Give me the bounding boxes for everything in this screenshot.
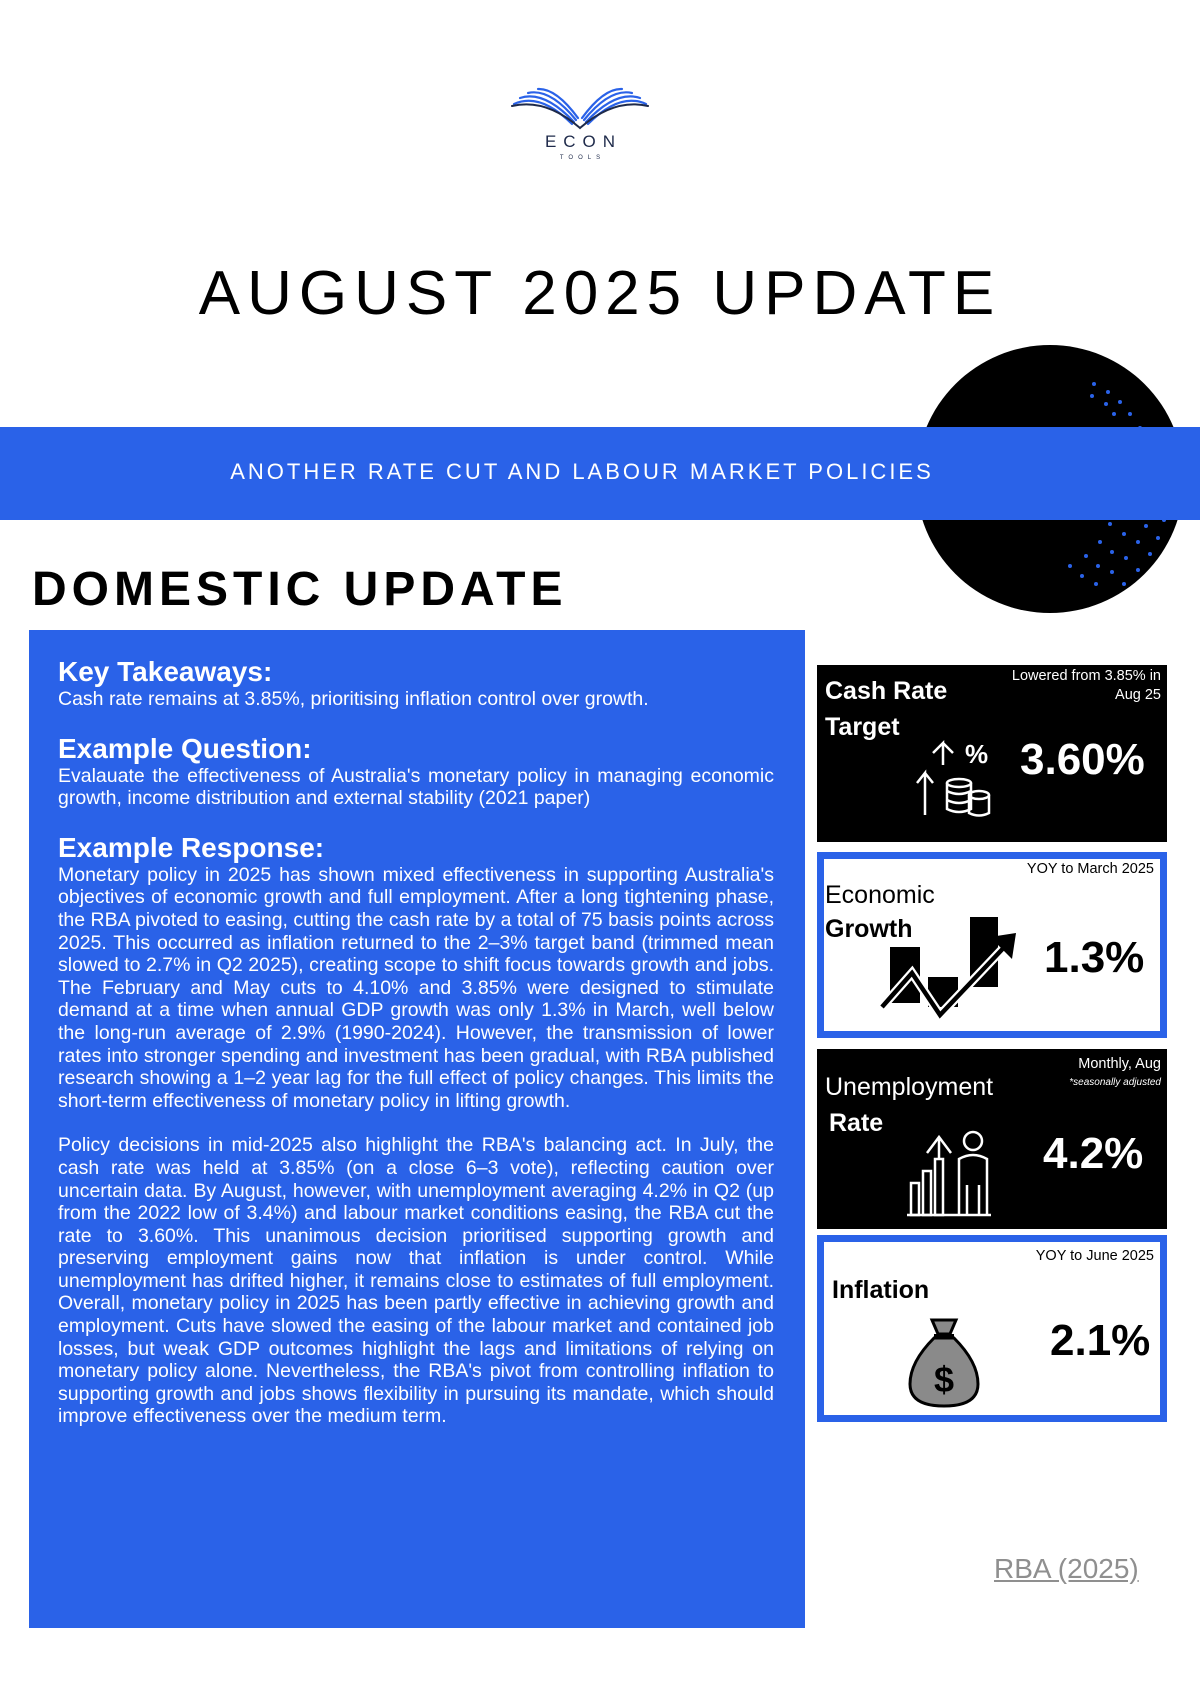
unemployment-note-2: *seasonally adjusted: [1069, 1077, 1161, 1088]
cash-rate-card: [817, 665, 1167, 842]
growth-label-1: Economic: [825, 881, 935, 909]
logo-subtext: TOOLS: [559, 155, 606, 161]
cash-rate-note-1: Lowered from 3.85% in: [1011, 668, 1161, 684]
growth-chart-icon: [880, 917, 1020, 1021]
workforce-chart-icon: [905, 1129, 995, 1219]
cash-rate-note-2: Aug 25: [1115, 687, 1161, 703]
logo-wordmark: ECON: [544, 132, 623, 151]
open-book-icon: [510, 84, 650, 130]
econ-tools-logo: [505, 84, 655, 170]
cash-rate-label-2: Target: [825, 713, 900, 741]
unemployment-note-1: Monthly, Aug: [1078, 1056, 1161, 1072]
banner-text: ANOTHER RATE CUT AND LABOUR MARKET POLICIES: [230, 459, 934, 484]
example-question-heading: Example Question:: [58, 732, 312, 764]
inflation-value: 2.1%: [1050, 1316, 1151, 1365]
example-response-paragraph-2: Policy decisions in mid-2025 also highlight the RBA's balancing act. In July, the cash rate was held at 3.85% (on a close 6–3 vote), reflecting caution over uncertain data. By August, however, with unemployment averaging 4.2% in Q2 (up from the 2022 low of 3.4%) and labour market conditions easing, the RBA cut the rate to 3.60%. This unanimous decision prioritised supporting growth and preserving employment gains now that inflation is under control. While unemployment has drifted higher, it remains close to estimates of full employment. Overall, monetary policy in 2025 has been partly effective in achieving growth and employment. Cuts have slowed the easing of the labour market and contained job losses, but weak GDP outcomes highlight the lags and limitations of relying on monetary policy alone. Nevertheless, the RBA's pivot from controlling inflation to supporting growth and jobs shows flexibility in pursuing its mandate, which should improve effectiveness over the medium term.: [58, 1134, 774, 1428]
growth-label-2: Growth: [825, 915, 913, 943]
analysis-panel: [29, 630, 805, 1628]
source-link[interactable]: RBA (2025): [994, 1553, 1139, 1584]
svg-text:$: $: [933, 1359, 955, 1400]
inflation-label: Inflation: [832, 1276, 930, 1304]
growth-note: YOY to March 2025: [1026, 861, 1154, 877]
example-question-text: Evalauate the effectiveness of Australia's monetary policy in managing economic growth, income distribution and external stability (2021 paper): [58, 764, 774, 810]
money-bag-icon: [904, 1312, 984, 1412]
inflation-card: [817, 1235, 1167, 1422]
key-takeaways-text: Cash rate remains at 3.85%, prioritising inflation control over growth.: [58, 688, 649, 710]
rate-coins-icon: [913, 725, 993, 825]
svg-text:%: %: [965, 739, 989, 769]
growth-value: 1.3%: [1044, 933, 1145, 982]
key-takeaways-heading: Key Takeaways:: [58, 656, 273, 687]
example-response-heading: Example Response:: [58, 831, 325, 863]
unemployment-label-1: Unemployment: [825, 1073, 994, 1101]
cash-rate-label-1: Cash Rate: [825, 677, 948, 705]
unemployment-label-2: Rate: [829, 1109, 884, 1137]
section-title: DOMESTIC UPDATE: [32, 563, 568, 616]
example-response-paragraph-1: Monetary policy in 2025 has shown mixed effectiveness in supporting Australia's objectives of economic growth and full employment. After a long tightening phase, the RBA pivoted to easing, cutting the cash rate by a total of 75 basis points across 2025. This occurred as inflation returned to the 2–3% target band (trimmed mean slowed to 2.7% in Q2 2025), creating scope to shift focus towards growth and jobs. The February and May cuts to 4.10% and 3.85% were designed to stimulate demand at a time when annual GDP growth was only 1.3% in March, well below the long-run average of 2.9% (1990-2024). However, the transmission of lower rates into stronger spending and investment has been gradual, with RBA published research showing a 1–2 year lag for the full effect of policy changes. This limits the short-term effectiveness of monetary policy in lifting growth.: [58, 863, 774, 1112]
inflation-note: YOY to June 2025: [1035, 1248, 1154, 1264]
economic-growth-card: [817, 852, 1167, 1038]
cash-rate-value: 3.60%: [1020, 735, 1145, 784]
unemployment-value: 4.2%: [1043, 1129, 1144, 1178]
unemployment-card: [817, 1049, 1167, 1229]
page-title: AUGUST 2025 UPDATE: [198, 259, 1002, 328]
